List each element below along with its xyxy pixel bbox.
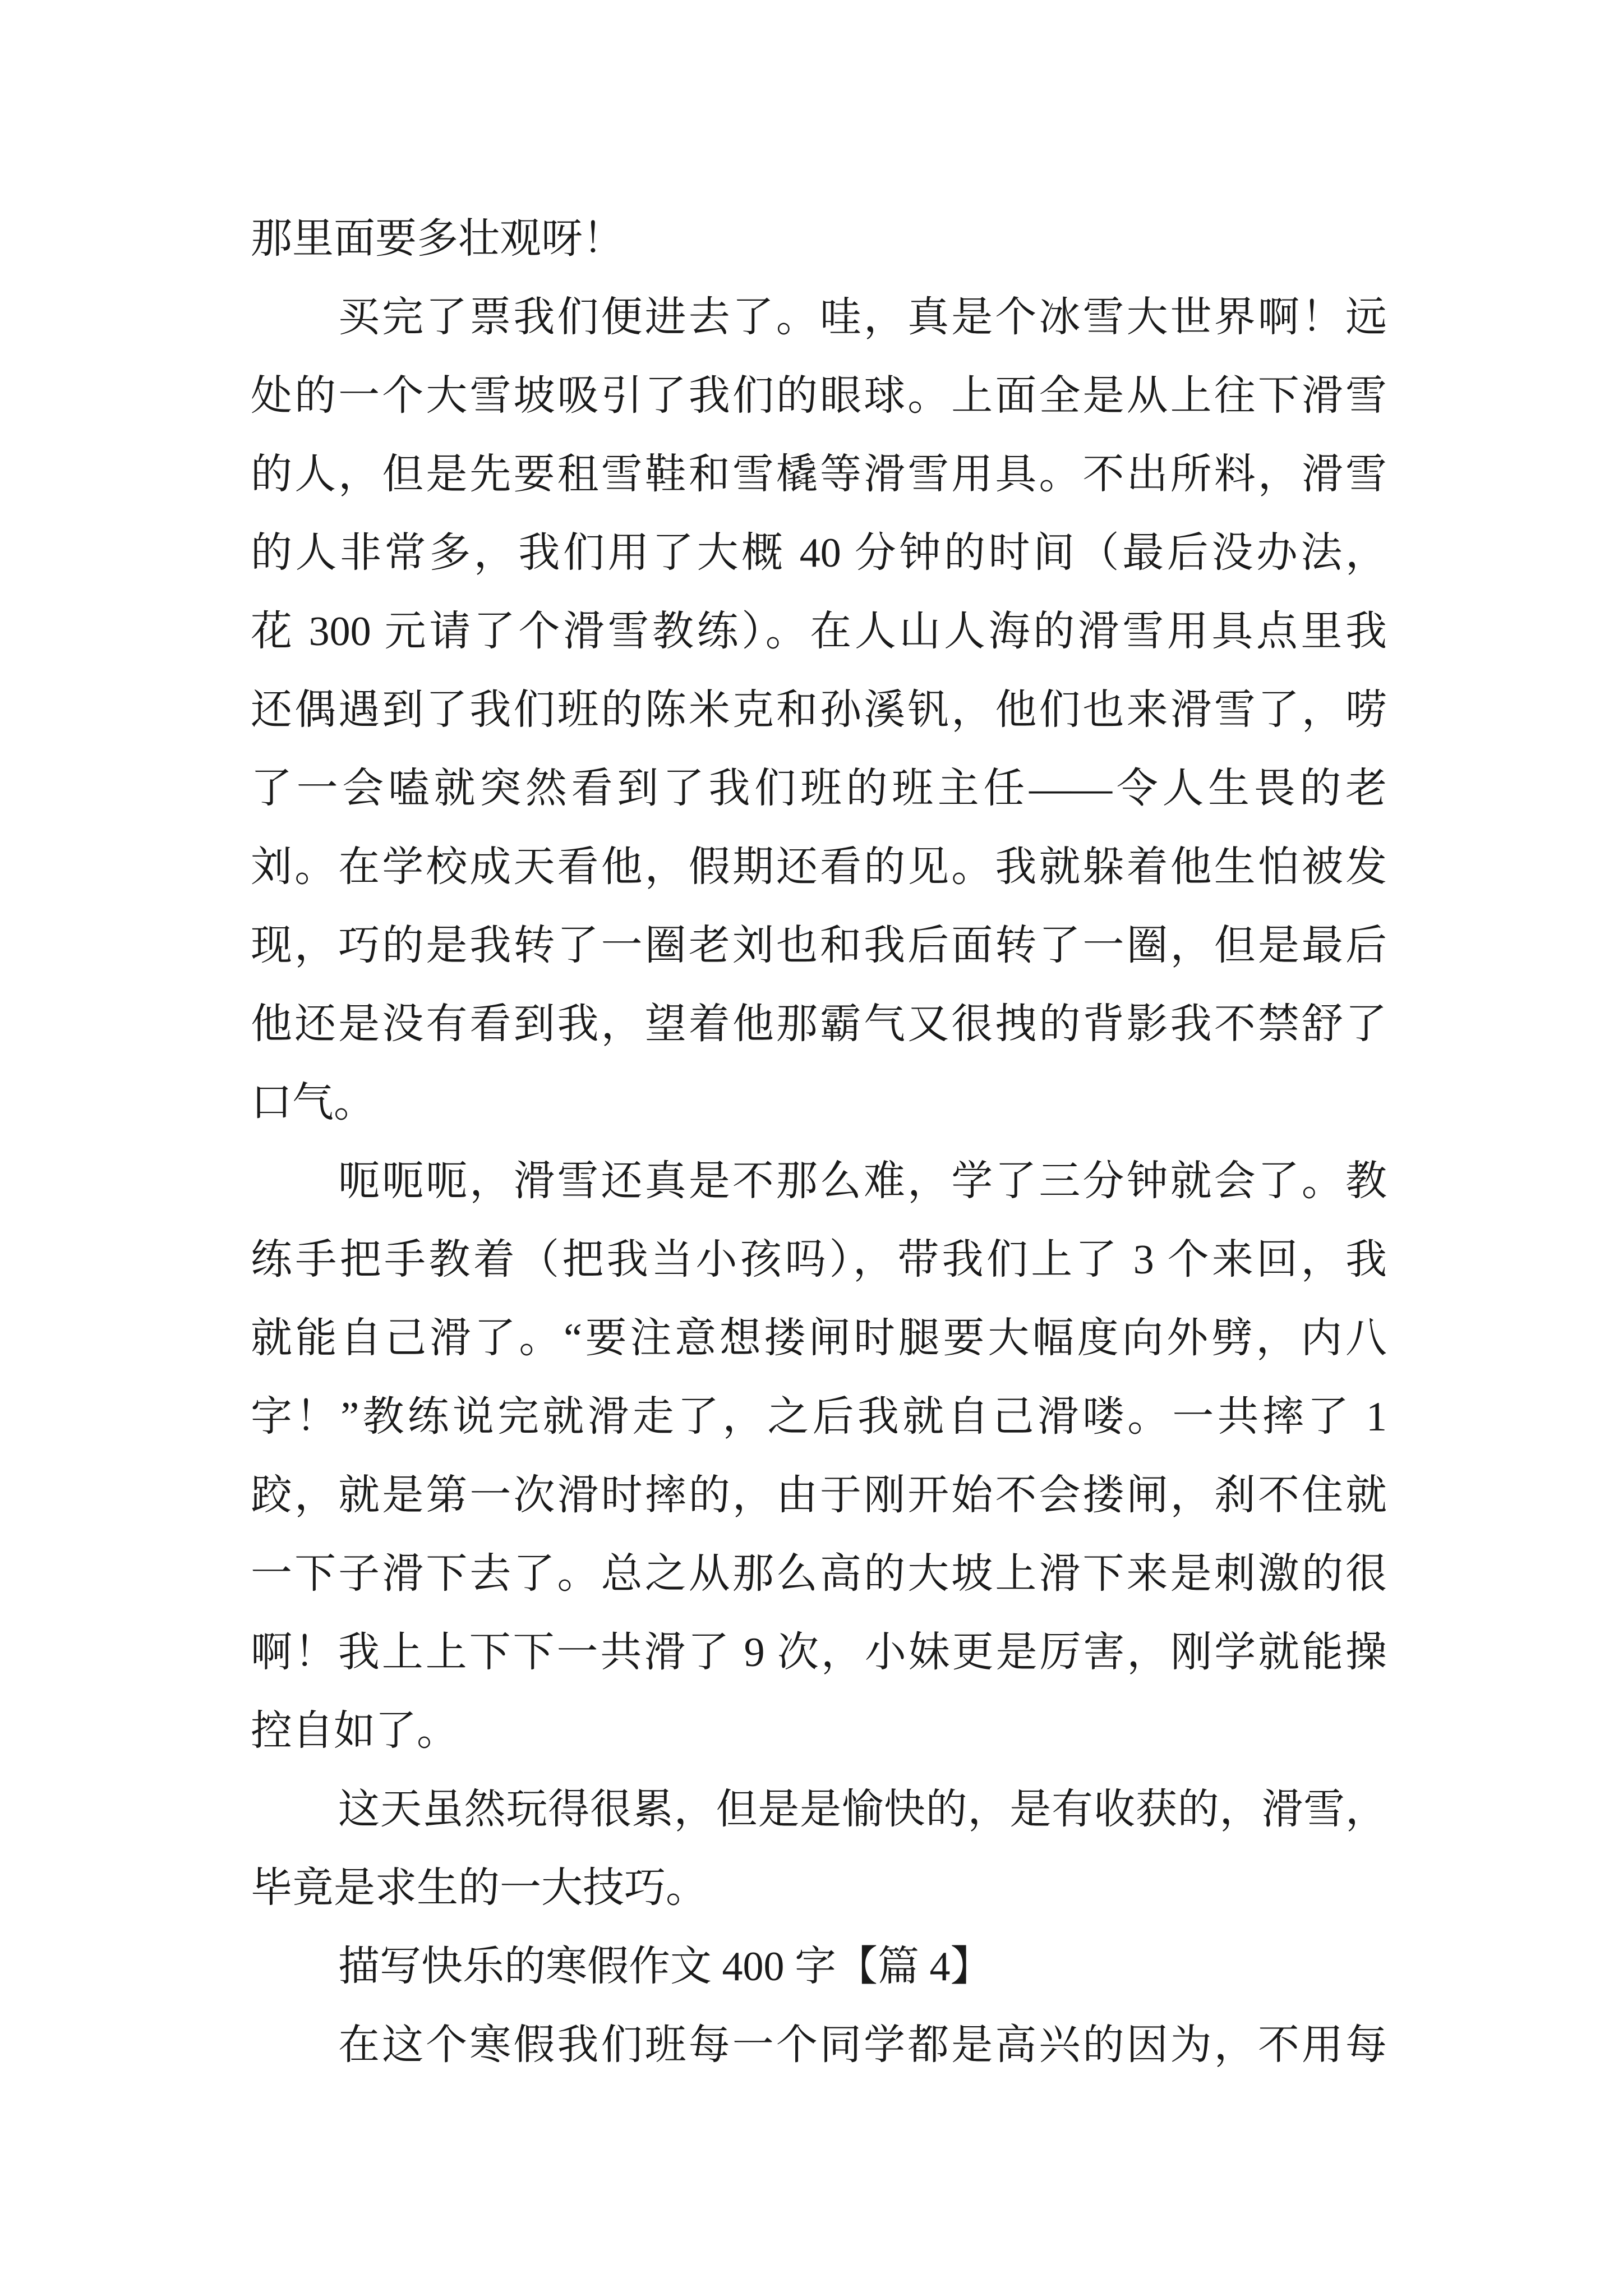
text-line: 练手把手教着（把我当小孩吗），带我们上了 3 个来回，我 xyxy=(251,1237,1387,1283)
text-line: 花 300 元请了个滑雪教练）。在人山人海的滑雪用具点里我 xyxy=(251,609,1387,655)
text-line: 还偶遇到了我们班的陈米克和孙溪钒，他们也来滑雪了，唠 xyxy=(251,687,1387,733)
paragraph xyxy=(251,278,1387,1142)
text-line: 的人非常多，我们用了大概 40 分钟的时间（最后没办法， xyxy=(251,530,1387,576)
section-heading-text: 描写快乐的寒假作文 400 字【篇 4】 xyxy=(338,1944,992,1990)
text-line: 控自如了。 xyxy=(251,1708,458,1754)
text-line: 的人，但是先要租雪鞋和雪橇等滑雪用具。不出所料，滑雪 xyxy=(251,452,1387,498)
paragraph xyxy=(251,1142,1387,1770)
paragraph xyxy=(251,1770,1387,1927)
text-line: 一下子滑下去了。总之从那么高的大坡上滑下来是刺激的很 xyxy=(251,1551,1387,1597)
document-body xyxy=(251,200,1387,2085)
text-line: 啊！我上上下下一共滑了 9 次，小妹更是厉害，刚学就能操 xyxy=(251,1630,1387,1676)
text-line: 那里面要多壮观呀！ xyxy=(251,216,624,262)
text-line: 字！”教练说完就滑走了，之后我就自己滑喽。一共摔了 1 xyxy=(251,1394,1387,1440)
paragraph xyxy=(251,200,1387,278)
section-heading xyxy=(251,1927,1387,2006)
text-line: 口气。 xyxy=(251,1080,375,1126)
text-line: 了一会嗑就突然看到了我们班的班主任——令人生畏的老 xyxy=(251,766,1387,812)
text-line: 呃呃呃，滑雪还真是不那么难，学了三分钟就会了。教 xyxy=(338,1158,1387,1204)
text-line: 现，巧的是我转了一圈老刘也和我后面转了一圈，但是最后 xyxy=(251,923,1387,969)
text-line: 在这个寒假我们班每一个同学都是高兴的因为，不用每 xyxy=(338,2022,1387,2068)
text-line: 就能自己滑了。“要注意想搂闸时腿要大幅度向外劈，内八 xyxy=(251,1315,1387,1361)
text-line: 买完了票我们便进去了。哇，真是个冰雪大世界啊！远 xyxy=(338,295,1387,341)
text-line: 刘。在学校成天看他，假期还看的见。我就躲着他生怕被发 xyxy=(251,844,1387,890)
text-line: 这天虽然玩得很累，但是是愉快的，是有收获的，滑雪， xyxy=(338,1787,1387,1833)
text-line: 他还是没有看到我，望着他那霸气又很拽的背影我不禁舒了 xyxy=(251,1001,1387,1047)
text-line: 跤，就是第一次滑时摔的，由于刚开始不会搂闸，刹不住就 xyxy=(251,1473,1387,1519)
paragraph xyxy=(251,2006,1387,2085)
text-line: 毕竟是求生的一大技巧。 xyxy=(251,1865,707,1911)
text-line: 处的一个大雪坡吸引了我们的眼球。上面全是从上往下滑雪 xyxy=(251,373,1387,419)
